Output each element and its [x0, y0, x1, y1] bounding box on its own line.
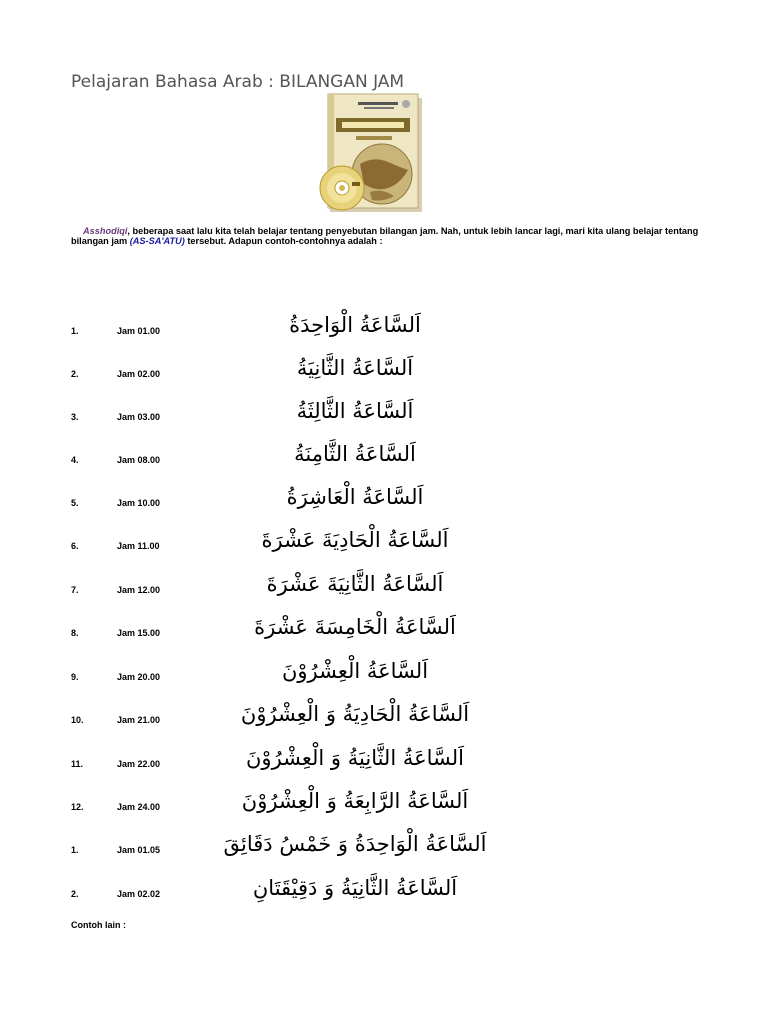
list-item: [0, 396, 768, 426]
item-number: 5.: [71, 498, 79, 508]
list-item: [0, 786, 768, 816]
intro-text-part1: , beberapa saat lalu kita telah belajar tentang penyebutan bilangan jam. Nah, untuk lebih lancar lagi, mari kita ulang belajar tentang bilangan jam: [71, 226, 699, 246]
item-arabic: اَلسَّاعَةُ الْوَاحِدَةُ: [289, 313, 421, 337]
list-item: [0, 310, 768, 340]
book-cd-illustration: [308, 92, 426, 214]
item-time: Jam 01.05: [117, 845, 161, 855]
item-number: 6.: [71, 541, 79, 551]
list-item: [0, 569, 768, 599]
item-arabic: اَلسَّاعَةُ الْحَادِيَةَ عَشْرَةَ: [261, 528, 449, 552]
item-time: Jam 15.00: [117, 628, 161, 638]
list-item: [0, 699, 768, 729]
item-arabic: اَلسَّاعَةُ الْعِشْرُوْنَ: [281, 659, 429, 683]
item-time: Jam 24.00: [117, 802, 161, 812]
item-time: Jam 11.00: [117, 541, 160, 551]
item-number: 3.: [71, 412, 79, 422]
item-number: 4.: [71, 455, 79, 465]
item-time: Jam 12.00: [117, 585, 161, 595]
item-number: 1.: [71, 326, 79, 336]
list-item: [0, 482, 768, 512]
list-item: [0, 743, 768, 773]
item-arabic: اَلسَّاعَةُ الثَّانِيَةُ وَ دَقِيْقَتَانِ: [252, 876, 458, 900]
item-time: Jam 01.00: [117, 326, 161, 336]
item-arabic: اَلسَّاعَةُ الْوَاحِدَةُ وَ خَمْسُ دَقَائِقَ: [223, 832, 487, 856]
item-number: 11.: [71, 759, 84, 769]
list-item: [0, 873, 768, 903]
item-arabic: اَلسَّاعَةُ الثَّامِنَةُ: [294, 442, 416, 466]
intro-paragraph: [71, 226, 701, 246]
item-time: Jam 08.00: [117, 455, 161, 465]
item-number: 8.: [71, 628, 79, 638]
list-item: [0, 353, 768, 383]
item-time: Jam 22.00: [117, 759, 161, 769]
item-time: Jam 02.02: [117, 889, 161, 899]
item-time: Jam 21.00: [117, 715, 161, 725]
item-number: 2.: [71, 369, 79, 379]
item-number: 12.: [71, 802, 84, 812]
item-number: 1.: [71, 845, 79, 855]
item-time: Jam 10.00: [117, 498, 161, 508]
item-number: 7.: [71, 585, 79, 595]
item-number: 10.: [71, 715, 84, 725]
item-number: 9.: [71, 672, 79, 682]
intro-name: Asshodiqi: [83, 226, 128, 236]
item-time: Jam 03.00: [117, 412, 161, 422]
item-number: 2.: [71, 889, 79, 899]
list-item: [0, 829, 768, 859]
intro-text-part2: tersebut. Adapun contoh-contohnya adalah :: [184, 236, 383, 246]
item-arabic: اَلسَّاعَةُ الثَّانِيَةُ: [296, 356, 414, 380]
item-time: Jam 02.00: [117, 369, 161, 379]
item-arabic: اَلسَّاعَةُ الرَّابِعَةُ وَ الْعِشْرُوْنَ: [241, 789, 469, 813]
item-time: Jam 20.00: [117, 672, 161, 682]
footer-note: Contoh lain :: [71, 920, 126, 930]
item-arabic: اَلسَّاعَةُ الثَّانِيَةُ وَ الْعِشْرُوْنَ: [246, 746, 464, 770]
page-title: Pelajaran Bahasa Arab : BILANGAN JAM: [71, 72, 405, 92]
item-arabic: اَلسَّاعَةُ الْحَادِيَةُ وَ الْعِشْرُوْنَ: [240, 702, 470, 726]
item-arabic: اَلسَّاعَةُ الْعَاشِرَةُ: [286, 485, 424, 509]
list-item: [0, 525, 768, 555]
list-item: [0, 656, 768, 686]
intro-term: (AS-SA'ATU): [129, 236, 185, 246]
item-arabic: اَلسَّاعَةُ الْخَامِسَةَ عَشْرَةَ: [254, 615, 456, 639]
list-item: [0, 439, 768, 469]
item-arabic: اَلسَّاعَةُ الثَّالِثَةُ: [296, 399, 414, 423]
list-item: [0, 612, 768, 642]
item-arabic: اَلسَّاعَةُ الثَّانِيَةَ عَشْرَةَ: [266, 572, 444, 596]
